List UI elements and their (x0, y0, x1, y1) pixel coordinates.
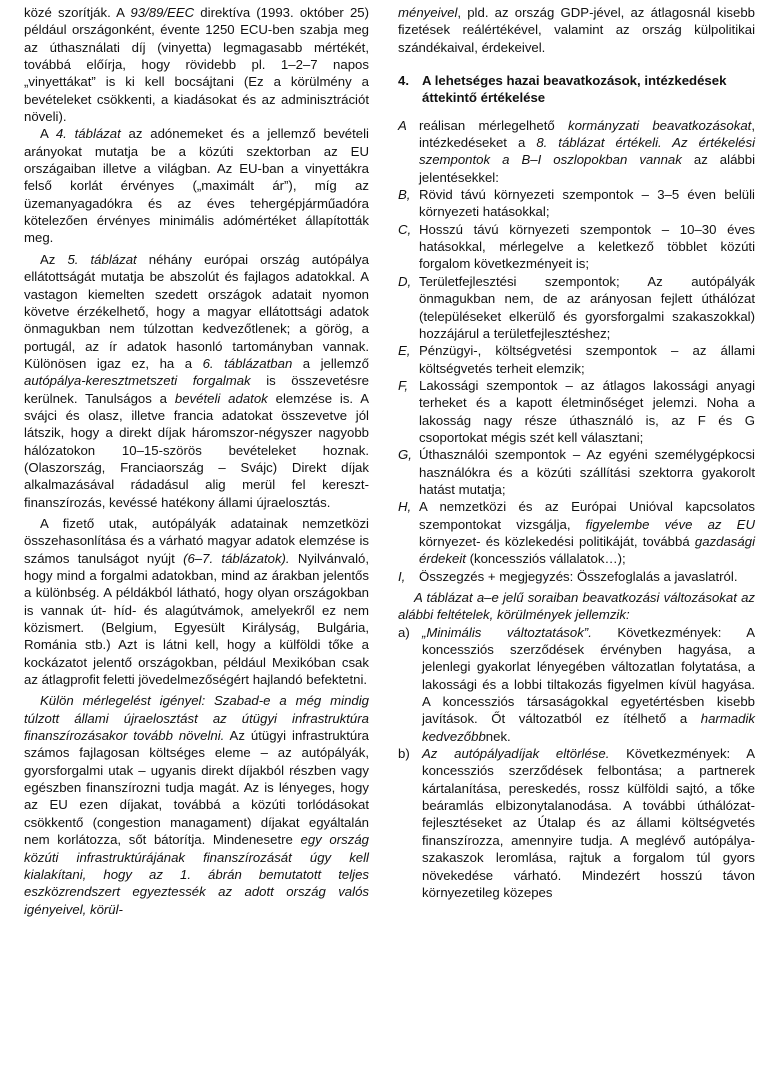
list-item-text: A nemzetközi és az Európai Unióval kapcsolatos szempontokat vizsgálja, figyelembe véve az EU környezet- és közlekedési politikáját, továbbá gazdasági érdekeit (koncessziós vállalatok…); (419, 499, 755, 567)
list-item (398, 745, 755, 901)
list-item-text: Pénzügyi-, költségvetési szempontok – az állami költségvetés terheit elemzik; (419, 343, 755, 376)
list-item-label: F, (398, 377, 409, 393)
list-item-text: Rövid távú környezeti szempontok – 3–5 éven belüli környezeti hatásokkal; (419, 187, 755, 220)
list-item (398, 498, 755, 567)
list-item (398, 221, 755, 273)
list-item (398, 624, 755, 745)
paragraph: Külön mérlegelést igényel: Szabad-e a még mindig túlzott állami újraelosztást az útügyi infrastruktúra finanszírozásakor tovább növelni. Az útügyi infrastruktúra számos fajlagosan költséges eleme – az autópályák, gyorsforgalmi utak – ugyanis direkt díjakból részben vagy egészben finanszírozni tudja magát. Az is lényeges, hogy az EU ezen díjakat, továbbá a közúti torlódásokat csökkentő (congestion managament) díjakat egyáltalán nem korlátozza, sőt bátorítja. Mindenesetre egy ország közúti infrastruktúrájának finanszírozását úgy kell kialakítani, hogy az 1. ábrán bemutatott teljes eszközrendszert egyeztessék az adott ország valós igényeivel, körül- (24, 693, 369, 917)
paragraph: A fizető utak, autópályák adatainak nemzetközi összehasonlítása és a várható magyar adatok elemzése is számos tanulságot nyújt (6–7. táblázatok). Nyilvánvaló, hogy mind a forgalmi adatokban, mind az árakban jelentős a különbség. A példákból látható, hogy olyan országokban is vannak út- híd- és alagútvámok, amelyekről ez nem közismert. (Belgium, Egyesült Királyság, Bulgária, Románia stb.) Azt is látni kell, hogy a külföldi tőke a kockázatot jelentő országokban, például Mexikóban csak az átlagprofit feletti jövedelmezőségért hajlandó befektetni. (24, 515, 370, 688)
list-item-label: a) (398, 624, 410, 640)
list-item-label: I, (398, 568, 406, 584)
list-item (398, 446, 755, 498)
list-item (398, 377, 755, 446)
list-item-text: Összegzés + megjegyzés: Összefoglalás a javaslatról. (419, 568, 738, 584)
section-heading (398, 72, 755, 107)
list-item-label: b) (398, 746, 410, 762)
list-item-label: E, (398, 343, 411, 359)
list-item (398, 568, 755, 585)
list-item-text: Az autópályadíjak eltörlése. Következmények: A koncessziós szerződések felbontása; a partnerek kártalanítása, pereskedés, rossz külföldi sajtó, a tőke beáramlás elbizonytalanodása. A további úthálózat-fejlesztéseket az Útalap és az állami költségvetés finanszírozza, amennyire tudja. A meglévő autópálya-szakaszok leromlása, rajtuk a forgalom túl gyors növekedése várható. Mindezért hosszú távon környezetileg közepes (422, 746, 756, 900)
list-item-label: A (398, 117, 407, 133)
list-item-label: H, (398, 499, 412, 515)
list-item-text: „Minimális változtatások”. Következmények: A koncessziós szerződések érvényben hagyása, a jelenlegi gyakorlat lényegében változatlan folytatása, a lakossági és a lobbi tiltakozás figyelmen kívül hagyása. A koncessziós társaságokkal egyetértésben kisebb javítások. Őt változatból ez ítélhető a harmadik kedvezőbbnek. (422, 624, 755, 744)
list-item-text: Hosszú távú környezeti szempontok – 10–30 éves hatásokkal, mérlegelve a keletkező többlet közúti forgalom következményeit is; (419, 221, 755, 272)
list-item (398, 117, 755, 186)
list-item-text: Területfejlesztési szempontok; Az autópályák önmagukban nem, de az arányosan fejlett úthálózat (településeket elkerülő és gyorsforgalmi szakaszokkal) hozzájárul a területfejlesztéshez; (419, 273, 755, 341)
list-item-label: C, (398, 221, 412, 237)
paragraph: közé szorítják. A 93/89/EEC direktíva (1993. október 25) például országonként, évente 1250 ECU-ben szabja meg az úthasználati díj (vinyetta) legmagasabb mértékét, továbbá előírja, hogy rövidebb pl. 1–2–7 napos „vinyettákat” is ki kell bocsájtani (Ez a körülmény a bevételeket csökkenti, a kiadásokat és az adminisztrációt növeli). (24, 5, 370, 125)
paragraph: A táblázat a–e jelű soraiban beavatkozási változásokat az alábbi feltételek, körülmények jellemzik: (398, 590, 755, 623)
list-item (398, 342, 755, 377)
options-list (398, 624, 755, 902)
left-column (24, 4, 369, 918)
list-item-label: B, (398, 187, 411, 203)
paragraph: A 4. táblázat az adónemeket és a jellemző bevételi arányokat mutatja be a közúti szektorban az EU országaiban illetve a világban. Az EU-ban a vinyettákra felső korlát érvényes („maximált ár”), míg az üzemanyagadókra és az éves tehergépjárműadóra kötelezően érvényes minimális adómértéket állapították meg. (24, 126, 369, 246)
list-item-text: Úthasználói szempontok – Az egyéni személygépkocsi használókra és a közúti szállítási szektorra gyakorolt hatást mutatja; (419, 447, 755, 497)
criteria-list (398, 117, 755, 585)
paragraph: Az 5. táblázat néhány európai ország autópálya ellátottságát mutatja be abszolút és fajlagos adatokkal. A vastagon kiemelten szedett országok adatait nyomon követve érzékelhető, hogy a magyar ellátottsági adatok önmagukban nem túlzottan kedvezőtlenek; a görög, a portugál, az ír adatok hasonló tartományban vannak. Különösen igaz ez, ha a 6. táblázatban a jellemző autópálya-keresztmetszeti forgalmak is összevetésre kerülnek. Tanulságos a bevételi adatok elemzése is. A svájci és olasz, illetve francia adatokat összevetve jól látszik, hogy a direkt díjak háromszor-négyszer nagyobb hálózatokon 10–15-szörös bevételeket hoznak. (Olaszország, Franciaország – Svájc) Direkt díjak alkalmazásával rádadásul alig merül fel keresztfinanszírozás, kevéssé hatékony állami újraelosztás. (24, 251, 369, 510)
list-item (398, 273, 755, 342)
paragraph: ményeivel, pld. az ország GDP-jével, az átlagosnál kisebb fizetések reálértékével, valamint az ország külpolitikai szándékaival, érdekeivel. (398, 5, 755, 55)
list-item-text: Lakossági szempontok – az átlagos lakossági anyagi terheket és a kapott életminőséget jelemzi. Noha a lakosság nagy része úthasználó is, az F és G csoportokat mégis szét kell választani; (419, 377, 755, 445)
list-item (398, 186, 755, 221)
section-title: A lehetséges hazai beavatkozások, intézkedések áttekintő értékelése (422, 73, 727, 106)
list-item-text: reálisan mérlegelhető kormányzati beavatkozásokat, intézkedéseket a 8. táblázat értékeli. Az értékelési szempontok a B–I oszlopokban vannak az alábbi jelentésekkel: (419, 117, 756, 185)
list-item-label: D, (398, 273, 412, 289)
right-column (398, 4, 755, 901)
section-number: 4. (398, 73, 409, 89)
list-item-label: G, (398, 447, 412, 463)
